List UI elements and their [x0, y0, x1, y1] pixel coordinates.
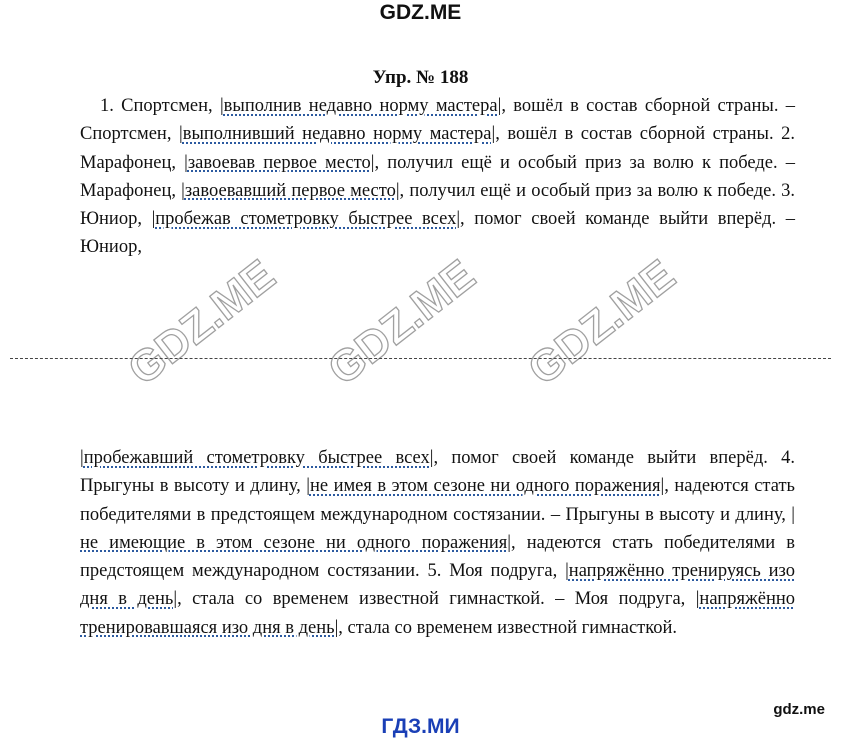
participial-phrase: не имеющие в этом сезоне ни одного поражения: [80, 532, 508, 553]
participial-phrase: напряжённо тренируясь изо дня в день: [80, 561, 795, 610]
phrase-boundary-mark: |: [334, 617, 339, 638]
text-segment: , помог своей команде выйти вперёд. 4. Прыгуны в высоту и длину,: [80, 448, 795, 497]
text-segment: , стала со временем известной гимнасткой. – Моя подруга,: [177, 589, 696, 610]
text-segment: 1. Спортсмен,: [100, 96, 220, 116]
site-footer-brand[interactable]: ГДЗ.МИ: [381, 715, 460, 738]
phrase-boundary-mark: |: [306, 476, 310, 497]
text-segment: , получил ещё и особый приз за волю к победе. – Марафонец,: [80, 152, 795, 201]
phrase-boundary-mark: |: [497, 96, 502, 116]
phrase-boundary-mark: |: [695, 589, 700, 610]
participial-phrase: пробежавший стометровку быстрее всех: [83, 448, 430, 468]
text-segment: , помог своей команде выйти вперёд. – Юниор,: [80, 209, 795, 258]
phrase-boundary-mark: |: [370, 152, 375, 173]
phrase-boundary-mark: |: [151, 209, 156, 230]
phrase-boundary-mark: |: [181, 180, 185, 201]
watermark: GDZ.ME: [319, 250, 485, 395]
text-segment: , надеются стать победителями в предстоящем международном состязании. – Прыгуны в высоту и длину,: [80, 476, 795, 525]
watermark: GDZ.ME: [519, 250, 685, 395]
phrase-boundary-mark: |: [179, 124, 183, 145]
watermark: GDZ.ME: [119, 250, 285, 395]
participial-phrase: выполнив недавно норму мастера: [223, 96, 498, 116]
exercise-text-top: [80, 92, 795, 262]
phrase-boundary-mark: |: [491, 124, 496, 145]
text-segment: , вошёл в состав сборной страны. 2. Марафонец,: [80, 124, 795, 173]
phrase-boundary-mark: |: [660, 476, 665, 497]
text-segment: , получил ещё и особый приз за волю к победе. 3. Юниор,: [80, 180, 795, 230]
phrase-boundary-mark: |: [173, 589, 178, 610]
corner-site-mark[interactable]: gdz.me: [773, 701, 825, 718]
phrase-boundary-mark: |: [565, 561, 569, 582]
phrase-boundary-mark: |: [80, 448, 84, 468]
site-header[interactable]: GDZ.ME: [379, 1, 462, 24]
phrase-boundary-mark: |: [507, 532, 511, 553]
phrase-boundary-mark: |: [429, 448, 434, 468]
phrase-boundary-mark: |: [395, 180, 400, 201]
participial-phrase: завоевавший первое место: [184, 180, 396, 201]
text-segment: , надеются стать победителями в предстоящем международном состязании. 5. Моя подруга,: [80, 532, 795, 582]
phrase-boundary-mark: |: [791, 504, 795, 525]
exercise-title: Упр. № 188: [372, 67, 469, 88]
phrase-boundary-mark: |: [456, 209, 461, 230]
text-segment: , стала со временем известной гимнасткой.: [338, 617, 678, 638]
participial-phrase: не имея в этом сезоне ни одного поражения: [309, 476, 661, 497]
exercise-text-bottom: [80, 444, 795, 642]
participial-phrase: завоевав первое место: [187, 152, 371, 173]
participial-phrase: напряжённо тренировавшаяся изо дня в день: [80, 589, 795, 638]
participial-phrase: выполнивший недавно норму мастера: [182, 124, 492, 145]
phrase-boundary-mark: |: [184, 152, 188, 173]
page-break-divider: [10, 358, 831, 359]
phrase-boundary-mark: |: [219, 96, 224, 116]
participial-phrase: пробежав стометровку быстрее всех: [155, 209, 457, 230]
text-segment: , вошёл в состав сборной страны. – Спортсмен,: [80, 96, 795, 145]
